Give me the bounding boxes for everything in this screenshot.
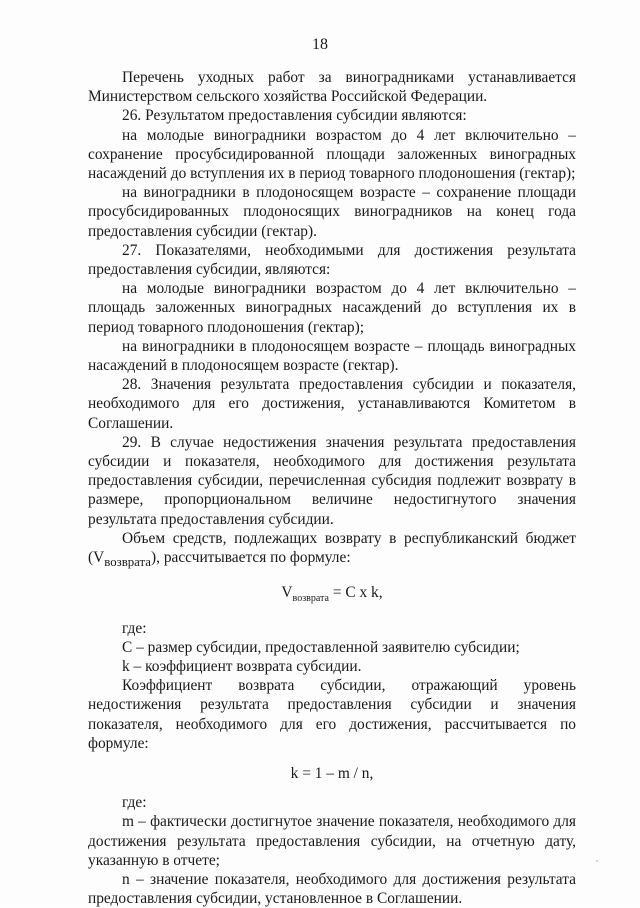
formula-volume xyxy=(88,583,576,608)
formula-volume-lhs: V xyxy=(281,584,293,602)
definition-m: m – фактически достигнутое значение показателя, необходимого для достижения результата предоставления субсидии, на отчетную дату, указанную в отчете; xyxy=(88,813,576,869)
paragraph-26: 26. Результатом предоставления субсидии являются: xyxy=(122,107,467,125)
document-body xyxy=(88,68,576,908)
paragraph-28: 28. Значения результата предоставления субсидии и показателя, необходимого для его достижения, устанавливаются Комитетом в Соглашении. xyxy=(88,376,576,432)
paragraph-27-fruiting: на виноградники в плодоносящем возрасте – площадь виноградных насаждений в плодоносящем возрасте (гектар). xyxy=(88,337,576,375)
scan-speck xyxy=(596,860,598,862)
page-number: 18 xyxy=(312,36,328,53)
paragraph-uhod: Перечень уходных работ за виноградниками устанавливается Министерством сельского хозяйства Российской Федерации. xyxy=(88,69,576,106)
formula-volume-subscript: возврата xyxy=(292,593,329,605)
paragraph-26-young: на молодые виноградники возрастом до 4 лет включительно – сохранение просубсидированной площади заложенных виноградных насаждений до вступления их в период товарного плодоношения (гектар); xyxy=(88,126,576,183)
paragraph-27: 27. Показателями, необходимыми для достижения результата предоставления субсидии, являются: xyxy=(88,241,576,279)
paragraph-27-young: на молодые виноградники возрастом до 4 лет включительно – площадь заложенных виноградных насаждений до вступления их в период товарного плодоношения (гектар); xyxy=(88,280,576,336)
definition-k: k – коэффициент возврата субсидии. xyxy=(122,658,362,676)
formula-coefficient: k = 1 – m / n, xyxy=(290,765,374,783)
paragraph-29: 29. В случае недостижения значения результата предоставления субсидии и показателя, необходимого для достижения результата предоставления субсидии, перечисленная субсидия подлежит возврату в размере, пропорциональном величине недостигнутого значения результата предоставления субсидии. xyxy=(88,433,576,528)
volume-text-after: ), рассчитывается по формуле: xyxy=(151,549,351,567)
volume-subscript: возврата xyxy=(104,555,151,570)
paragraph-26-fruiting: на виноградники в плодоносящем возрасте – сохранение площади просубсидированных плодоносящих виноградников на конец года предоставления субсидии (гектар). xyxy=(88,184,576,240)
paragraph-coefficient: Коэффициент возврата субсидии, отражающий уровень недостижения результата предоставления субсидии и значения показателя, необходимого для его достижения, рассчитывается по формуле: xyxy=(88,677,576,752)
paragraph-volume xyxy=(88,529,576,572)
where-label-1: где: xyxy=(122,619,147,637)
where-label-2: где: xyxy=(122,794,147,812)
definition-c: C – размер субсидии, предоставленной заявителю субсидии; xyxy=(122,638,520,656)
volume-text-before: Объем средств, подлежащих возврату в республиканский бюджет (V xyxy=(88,529,576,567)
definition-n: n – значение показателя, необходимого для достижения результата предоставления субсидии, установленное в Соглашении. xyxy=(88,871,576,908)
formula-volume-rhs: = C x k, xyxy=(328,584,383,602)
